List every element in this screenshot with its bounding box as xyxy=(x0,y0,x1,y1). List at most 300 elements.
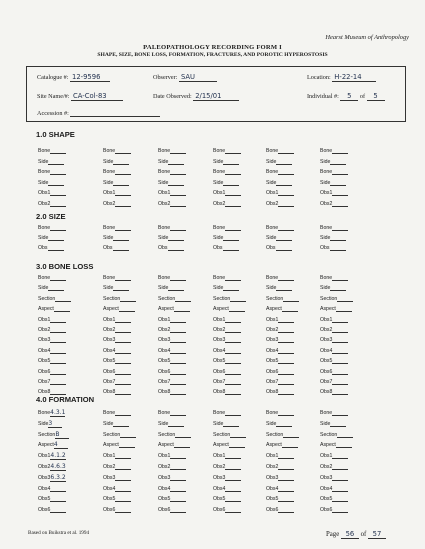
field-cell xyxy=(38,442,68,449)
field-cell xyxy=(213,486,241,492)
entry-blank xyxy=(230,296,246,302)
field-label: Bone xyxy=(158,275,171,281)
entry-blank xyxy=(113,285,129,291)
entry-blank xyxy=(115,190,131,196)
entry-blank xyxy=(168,285,184,291)
entry-blank xyxy=(278,464,294,470)
field-cell xyxy=(320,369,348,375)
field-cell xyxy=(213,348,241,354)
entry-blank xyxy=(170,169,186,175)
field-cell xyxy=(266,148,294,154)
field-label: Side xyxy=(158,179,169,186)
field-cell xyxy=(38,507,66,513)
field-label: Obs xyxy=(103,245,113,251)
field-cell xyxy=(103,159,129,165)
field-label: Obs7 xyxy=(38,379,51,385)
field-cell xyxy=(320,317,348,323)
field-label: Side xyxy=(158,235,169,241)
field-label: Bone xyxy=(266,148,279,154)
catalogue-value: 12-9596 xyxy=(70,74,110,82)
field-cell xyxy=(266,358,294,364)
entry-blank xyxy=(332,148,348,154)
entry-blank xyxy=(170,337,186,343)
field-cell xyxy=(103,245,129,251)
field-label: Side xyxy=(320,235,331,241)
field-cell xyxy=(266,442,298,448)
entry-blank xyxy=(330,421,346,427)
section-title: 1.0 SHAPE xyxy=(36,130,75,139)
entry-blank xyxy=(168,180,184,186)
entry-blank xyxy=(330,159,346,165)
field-label: Side xyxy=(158,158,169,165)
entry-blank xyxy=(278,317,294,323)
entry-blank xyxy=(50,169,66,175)
entry-blank xyxy=(115,275,131,281)
field-cell xyxy=(158,235,184,241)
field-label: Obs5 xyxy=(266,358,279,365)
entry-blank xyxy=(115,148,131,154)
field-label: Obs3 xyxy=(38,337,51,344)
field-label: Bone xyxy=(38,275,51,281)
field-cell xyxy=(266,369,294,375)
field-cell xyxy=(103,453,131,459)
field-cell xyxy=(103,379,131,385)
field-label: Obs2 xyxy=(213,200,226,207)
field-label: Obs3 xyxy=(158,337,171,344)
field-label: Section xyxy=(38,295,56,302)
field-label: Aspect xyxy=(320,442,336,449)
field-cell xyxy=(38,348,66,354)
field-label: Section xyxy=(103,295,121,302)
field-cell xyxy=(266,225,294,231)
entry-blank xyxy=(282,306,298,312)
entry-blank xyxy=(225,169,241,175)
field-cell xyxy=(158,327,186,333)
date-value: 2/15/01 xyxy=(193,93,239,101)
field-label: Obs4 xyxy=(103,347,116,354)
entry-blank xyxy=(225,369,241,375)
entry-blank xyxy=(50,486,66,492)
field-label: Obs1 xyxy=(38,316,51,323)
field-cell xyxy=(266,464,294,470)
field-cell xyxy=(320,190,348,196)
field-cell xyxy=(38,496,66,502)
entry-blank xyxy=(115,327,131,333)
entry-blank xyxy=(278,389,294,395)
individual-field: Individual #: 5 of 5 xyxy=(307,93,385,101)
field-label: Obs4 xyxy=(213,347,226,354)
entry-blank xyxy=(115,464,131,470)
entry-blank xyxy=(225,317,241,323)
entry-blank xyxy=(330,245,346,251)
entry-blank xyxy=(332,317,348,323)
field-cell xyxy=(38,421,62,428)
field-label: Obs3 xyxy=(320,337,333,344)
field-label: Obs1 xyxy=(158,453,171,460)
field-cell xyxy=(213,296,246,302)
entry-blank xyxy=(168,421,184,427)
entry-blank xyxy=(50,317,66,323)
field-label: Obs3 xyxy=(213,474,226,481)
entry-blank xyxy=(113,421,129,427)
field-cell xyxy=(213,275,241,281)
field-label: Aspect xyxy=(103,442,119,449)
field-cell xyxy=(38,201,66,207)
field-label: Obs2 xyxy=(213,327,226,333)
field-cell xyxy=(103,296,136,302)
field-label: Aspect xyxy=(38,442,54,449)
field-label: Side xyxy=(103,158,114,165)
field-label: Obs xyxy=(266,245,276,251)
field-label: Side xyxy=(266,158,277,165)
entry-blank xyxy=(283,432,299,438)
field-cell xyxy=(158,389,186,395)
entry-blank xyxy=(115,389,131,395)
entry-blank xyxy=(48,245,64,251)
individual-value: 5 xyxy=(340,93,358,101)
site-value: CA-Col-83 xyxy=(71,93,123,101)
field-label: Bone xyxy=(320,225,333,231)
field-cell xyxy=(38,486,66,492)
entry-blank xyxy=(223,235,239,241)
field-label: Aspect xyxy=(266,306,282,313)
field-cell xyxy=(213,169,241,175)
field-label: Bone xyxy=(213,275,226,281)
field-cell xyxy=(320,327,348,333)
field-label: Section xyxy=(266,295,284,302)
field-cell xyxy=(213,379,241,385)
field-label: Obs5 xyxy=(38,496,51,503)
field-cell xyxy=(320,432,353,438)
handwritten-entry: 6.3.2 xyxy=(50,473,66,481)
field-cell xyxy=(320,453,348,459)
field-cell xyxy=(158,285,184,291)
entry-blank xyxy=(336,306,352,312)
entry-blank xyxy=(332,225,348,231)
field-cell xyxy=(38,464,66,471)
field-cell xyxy=(103,507,131,513)
field-label: Obs1 xyxy=(266,190,279,196)
field-cell xyxy=(158,421,184,427)
field-label: Obs5 xyxy=(38,358,51,365)
field-cell xyxy=(38,169,66,175)
field-cell xyxy=(213,432,246,438)
entry-blank xyxy=(332,496,348,502)
entry-blank xyxy=(50,327,66,333)
field-cell xyxy=(266,275,294,281)
field-cell xyxy=(103,148,131,154)
field-cell xyxy=(103,225,131,231)
field-label: Obs xyxy=(158,245,168,251)
field-label: Aspect xyxy=(158,442,174,449)
field-cell xyxy=(103,337,131,343)
field-label: Obs6 xyxy=(320,368,333,375)
field-label: Bone xyxy=(320,148,333,154)
entry-blank xyxy=(337,432,353,438)
entry-blank xyxy=(223,285,239,291)
field-cell xyxy=(320,337,348,343)
location-value: H-22-14 xyxy=(332,74,376,82)
entry-blank xyxy=(113,159,129,165)
field-cell xyxy=(158,296,191,302)
field-cell xyxy=(38,285,64,291)
handwritten-entry: 4.6.3 xyxy=(50,463,66,470)
field-label: Obs xyxy=(38,245,48,251)
field-cell xyxy=(158,358,186,364)
field-label: Obs2 xyxy=(103,200,116,207)
field-cell xyxy=(158,432,191,438)
field-label: Side xyxy=(158,420,169,427)
entry-blank xyxy=(170,410,186,416)
field-label: Bone xyxy=(158,148,171,154)
page-number: Page 56 of 57 xyxy=(326,531,386,539)
field-label: Obs8 xyxy=(103,389,116,396)
entry-blank xyxy=(278,475,294,481)
entry-blank xyxy=(115,379,131,385)
entry-blank xyxy=(175,296,191,302)
entry-blank xyxy=(223,421,239,427)
section-title: 2.0 SIZE xyxy=(36,212,66,221)
entry-blank xyxy=(115,169,131,175)
entry-blank xyxy=(225,275,241,281)
field-label: Obs2 xyxy=(38,327,51,333)
entry-blank xyxy=(276,159,292,165)
field-cell xyxy=(213,337,241,343)
field-label: Bone xyxy=(320,410,333,416)
handwritten-entry: 4.3.1 xyxy=(50,409,66,416)
field-label: Obs6 xyxy=(38,507,51,514)
field-cell xyxy=(320,410,348,416)
entry-blank xyxy=(115,317,131,323)
field-label: Obs6 xyxy=(158,368,171,375)
field-label: Obs1 xyxy=(158,316,171,323)
field-label: Obs6 xyxy=(266,368,279,375)
field-label: Side xyxy=(38,158,49,165)
field-cell xyxy=(158,464,186,470)
field-cell xyxy=(320,421,346,427)
entry-blank xyxy=(115,475,131,481)
entry-blank xyxy=(278,337,294,343)
field-cell xyxy=(266,317,294,323)
field-cell xyxy=(38,358,66,364)
field-label: Bone xyxy=(158,410,171,416)
field-label: Obs2 xyxy=(266,200,279,207)
field-cell xyxy=(38,317,66,323)
field-label: Obs2 xyxy=(320,200,333,207)
field-label: Side xyxy=(213,420,224,427)
field-cell xyxy=(103,442,135,448)
entry-blank xyxy=(54,306,70,312)
entry-blank xyxy=(115,507,131,513)
field-label: Bone xyxy=(103,275,116,281)
field-label: Obs3 xyxy=(103,474,116,481)
field-label: Side xyxy=(213,235,224,241)
field-label: Obs6 xyxy=(213,507,226,514)
field-cell xyxy=(266,379,294,385)
entry-blank xyxy=(225,148,241,154)
field-cell xyxy=(320,180,346,186)
field-label: Obs8 xyxy=(38,389,51,396)
field-label: Obs8 xyxy=(320,389,333,396)
field-label: Obs2 xyxy=(266,464,279,470)
field-cell xyxy=(158,486,186,492)
entry-blank xyxy=(330,235,346,241)
entry-blank xyxy=(230,432,246,438)
entry-blank xyxy=(225,358,241,364)
field-label: Obs4 xyxy=(266,347,279,354)
entry-blank xyxy=(225,410,241,416)
field-label: Obs4 xyxy=(266,485,279,492)
field-cell xyxy=(266,201,294,207)
field-cell xyxy=(38,379,66,385)
field-cell xyxy=(38,235,64,241)
field-label: Aspect xyxy=(266,442,282,449)
field-cell xyxy=(158,190,186,196)
entry-blank xyxy=(115,348,131,354)
entry-blank xyxy=(276,180,292,186)
field-cell xyxy=(213,148,241,154)
field-label: Side xyxy=(38,285,49,292)
entry-blank xyxy=(113,235,129,241)
entry-blank xyxy=(332,486,348,492)
field-cell xyxy=(158,379,186,385)
page-total: 57 xyxy=(368,531,386,539)
entry-blank xyxy=(332,507,348,513)
field-label: Aspect xyxy=(213,306,229,313)
field-cell xyxy=(320,486,348,492)
field-cell xyxy=(103,348,131,354)
field-label: Side xyxy=(38,179,49,186)
field-cell xyxy=(38,327,66,333)
entry-blank xyxy=(225,389,241,395)
field-cell xyxy=(103,190,131,196)
field-label: Bone xyxy=(38,225,51,231)
entry-blank xyxy=(48,180,64,186)
field-label: Aspect xyxy=(213,442,229,449)
entry-blank xyxy=(48,235,64,241)
entry-blank xyxy=(170,317,186,323)
field-cell xyxy=(266,296,299,302)
field-cell xyxy=(213,496,241,502)
field-label: Obs3 xyxy=(213,337,226,344)
entry-blank xyxy=(170,369,186,375)
entry-blank xyxy=(170,496,186,502)
entry-blank xyxy=(282,442,298,448)
field-label: Side xyxy=(38,235,49,241)
entry-blank xyxy=(332,169,348,175)
field-label: Section xyxy=(158,295,176,302)
field-label: Obs7 xyxy=(266,379,279,385)
field-label: Obs5 xyxy=(320,358,333,365)
entry-blank xyxy=(170,275,186,281)
entry-blank xyxy=(50,225,66,231)
entry-blank xyxy=(332,275,348,281)
field-label: Obs2 xyxy=(158,327,171,333)
entry-blank xyxy=(115,486,131,492)
field-cell xyxy=(38,180,64,186)
entry-blank xyxy=(332,190,348,196)
field-cell xyxy=(320,379,348,385)
field-label: Side xyxy=(320,420,331,427)
field-cell xyxy=(213,442,245,448)
entry-blank xyxy=(225,225,241,231)
field-label: Obs2 xyxy=(320,464,333,470)
field-cell xyxy=(158,201,186,207)
field-cell xyxy=(320,358,348,364)
field-label: Obs3 xyxy=(103,337,116,344)
entry-blank xyxy=(225,190,241,196)
date-field: Date Observed: 2/15/01 xyxy=(153,93,239,101)
field-label: Obs3 xyxy=(266,474,279,481)
entry-blank xyxy=(330,285,346,291)
entry-blank xyxy=(170,201,186,207)
field-label: Bone xyxy=(38,148,51,154)
field-cell xyxy=(320,201,348,207)
entry-blank xyxy=(278,379,294,385)
field-cell xyxy=(266,285,292,291)
entry-blank xyxy=(168,245,184,251)
entry-blank xyxy=(278,486,294,492)
entry-blank xyxy=(276,285,292,291)
entry-blank xyxy=(50,190,66,196)
field-cell xyxy=(320,245,346,251)
field-cell xyxy=(213,159,239,165)
field-label: Obs5 xyxy=(158,358,171,365)
field-label: Obs1 xyxy=(38,453,51,460)
entry-blank xyxy=(332,348,348,354)
entry-blank xyxy=(223,180,239,186)
field-label: Bone xyxy=(320,275,333,281)
entry-blank xyxy=(170,348,186,354)
entry-blank xyxy=(278,148,294,154)
entry-blank xyxy=(283,296,299,302)
entry-blank xyxy=(276,245,292,251)
field-cell xyxy=(103,201,131,207)
entry-blank xyxy=(332,453,348,459)
field-label: Bone xyxy=(158,169,171,175)
field-label: Obs1 xyxy=(266,453,279,460)
field-label: Obs2 xyxy=(103,327,116,333)
field-label: Obs4 xyxy=(320,485,333,492)
field-cell xyxy=(266,348,294,354)
field-cell xyxy=(266,235,292,241)
entry-blank xyxy=(332,327,348,333)
entry-blank xyxy=(48,159,64,165)
entry-blank xyxy=(332,389,348,395)
field-cell xyxy=(320,148,348,154)
field-label: Obs3 xyxy=(266,337,279,344)
field-label: Obs1 xyxy=(158,190,171,196)
field-label: Obs3 xyxy=(38,474,51,481)
field-label: Obs4 xyxy=(158,485,171,492)
field-cell xyxy=(266,337,294,343)
field-label: Obs1 xyxy=(320,190,333,196)
entry-blank xyxy=(223,159,239,165)
field-cell xyxy=(38,275,66,281)
entry-blank xyxy=(50,201,66,207)
field-cell xyxy=(213,507,241,513)
field-cell xyxy=(320,348,348,354)
entry-blank xyxy=(50,358,66,364)
field-label: Obs1 xyxy=(38,190,51,196)
entry-blank xyxy=(229,306,245,312)
field-label: Bone xyxy=(266,225,279,231)
section-title: 4.0 FORMATION xyxy=(36,395,95,404)
field-cell xyxy=(158,507,186,513)
field-cell xyxy=(320,169,348,175)
field-label: Bone xyxy=(103,410,116,416)
entry-blank xyxy=(170,475,186,481)
